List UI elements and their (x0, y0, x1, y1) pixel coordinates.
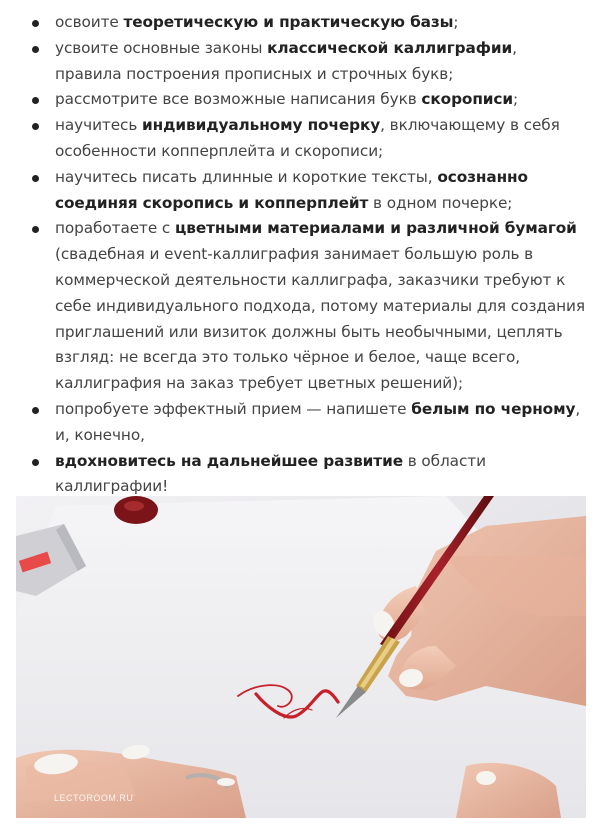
text-fragment: научитесь (55, 116, 143, 135)
course-outcomes-list (30, 10, 588, 500)
bold-text-fragment: классической каллиграфии (267, 38, 513, 57)
bold-text-fragment: вдохновитесь на дальнейшее развитие (55, 451, 403, 470)
list-item (30, 216, 588, 397)
bold-text-fragment: осознанно соединяя скоропись и копперплейт (55, 167, 528, 212)
text-fragment: (свадебная и event-каллиграфия занимает большую роль в коммерческой деятельности каллиграфа, заказчики требуют к себе индивидуального подхода, потому материалы для создания приглашений или визиток должны быть необычными, цеплять взгляд: не всегда это только чёрное и белое, чаще всего, каллиграфия на заказ требует цветных решений); (55, 245, 585, 393)
list-item (30, 113, 588, 165)
calligraphy-illustration (16, 496, 586, 818)
text-fragment: ; (513, 90, 519, 109)
calligraphy-photo (16, 496, 586, 818)
ink-bottle (114, 496, 158, 524)
list-item (30, 449, 588, 501)
watermark-text: LECTOROOM.RU (54, 793, 134, 803)
list-item (30, 36, 588, 88)
text-fragment: , и, конечно, (55, 399, 581, 444)
list-item (30, 397, 588, 449)
bold-text-fragment: теоретическую и практическую базы (123, 13, 454, 31)
text-fragment: поработаете с (55, 219, 175, 238)
bold-text-fragment: цветными материалами и различной бумагой (175, 219, 577, 238)
list-item (30, 87, 588, 113)
bold-text-fragment: белым по черному (411, 399, 576, 418)
nail (217, 778, 235, 786)
text-fragment: рассмотрите все возможные написания букв (55, 90, 422, 109)
text-fragment: научитесь писать длинные и короткие тексты, (55, 167, 438, 186)
text-fragment: в одном почерке; (368, 193, 513, 212)
bold-text-fragment: скорописи (421, 90, 513, 109)
text-fragment: ; (453, 13, 459, 31)
list-item (30, 10, 588, 36)
text-fragment: освоите (55, 13, 124, 31)
text-fragment: , правила построения прописных и строчных букв; (55, 38, 517, 83)
text-fragment: усвоите основные законы (55, 38, 268, 57)
bold-text-fragment: индивидуальному почерку (142, 116, 381, 135)
text-fragment: попробуете эффектный прием — напишете (55, 399, 412, 418)
text-fragment: , включающему в себя особенности копперплейта и скорописи; (55, 116, 560, 160)
text-fragment: в области каллиграфии! (55, 451, 486, 496)
list-item (30, 165, 588, 217)
nail (476, 771, 496, 785)
